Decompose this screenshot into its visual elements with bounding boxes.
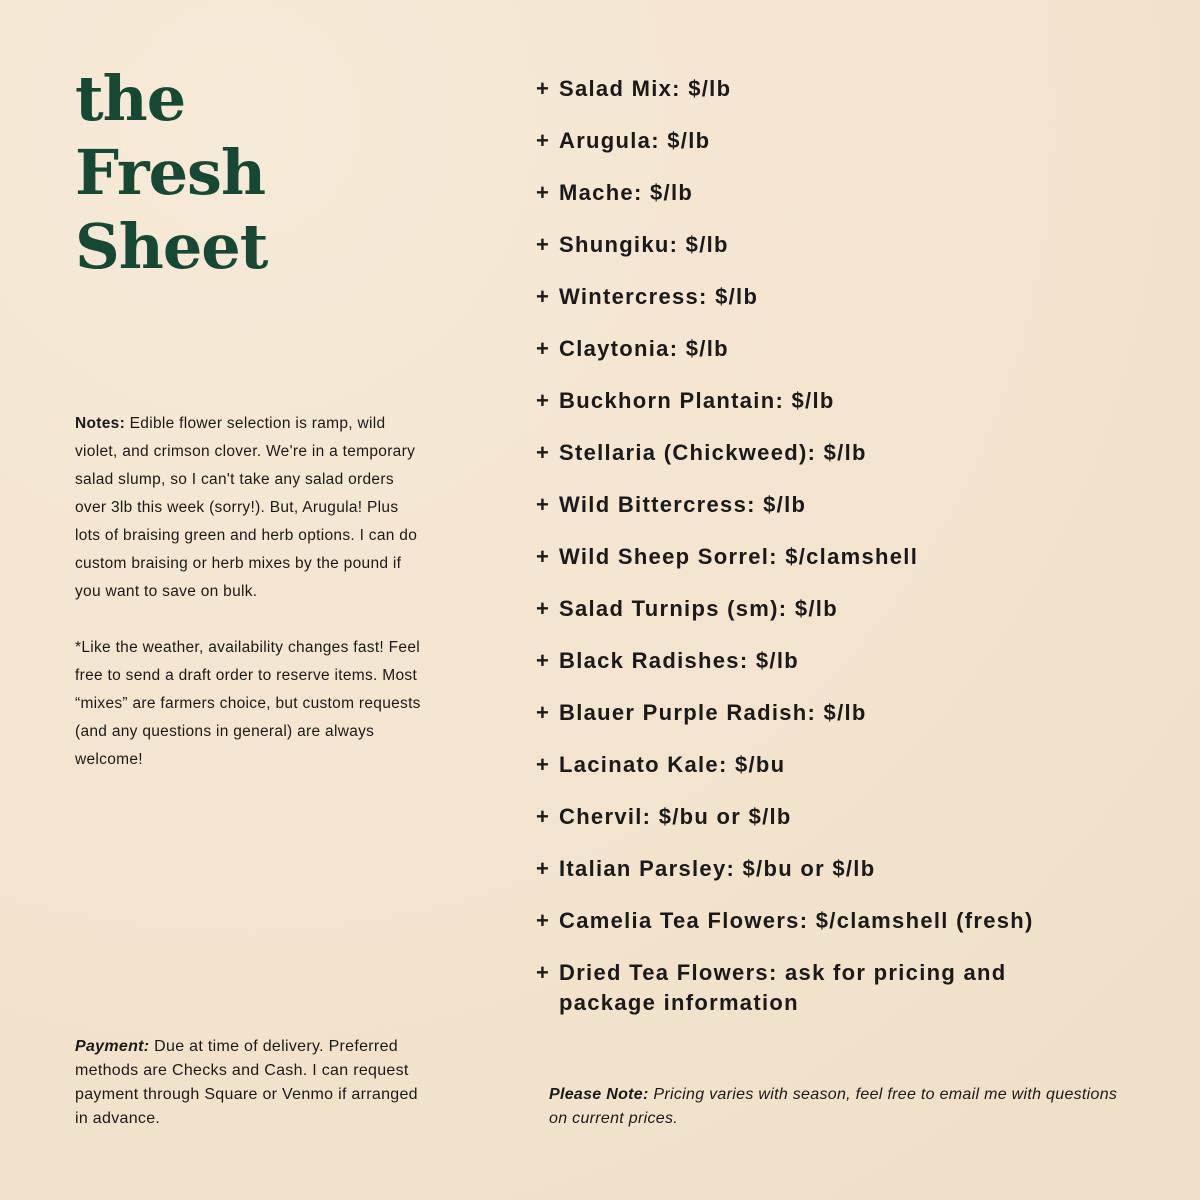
product-item [536, 178, 1039, 230]
product-item [536, 854, 1039, 906]
product-item [536, 698, 1039, 750]
plus-icon: + [536, 700, 551, 725]
product-item [536, 282, 1039, 334]
product-text: Salad Turnips (sm): $/lb [559, 596, 838, 621]
notes-text: Edible flower selection is ramp, wild violet, and crimson clover. We're in a temporary salad slump, so I can't take any salad orders over 3lb this week (sorry!). But, Arugula! Plus lots of braising green and herb options. I can do custom braising or herb mixes by the pound if you want to save on bulk. [75, 415, 418, 600]
product-item [536, 802, 1039, 854]
page-title [75, 62, 267, 284]
product-text: Wild Sheep Sorrel: $/clamshell [559, 544, 919, 569]
product-text: Claytonia: $/lb [559, 336, 729, 361]
pricing-note [549, 1083, 1119, 1131]
product-text: Salad Mix: $/lb [559, 76, 732, 101]
product-text: Lacinato Kale: $/bu [559, 752, 786, 777]
plus-icon: + [536, 284, 551, 309]
product-item [536, 646, 1039, 698]
product-text: Dried Tea Flowers: ask for pricing and package information [559, 960, 1007, 1015]
plus-icon: + [536, 596, 551, 621]
plus-icon: + [536, 128, 551, 153]
product-item [536, 906, 1039, 958]
product-text: Mache: $/lb [559, 180, 694, 205]
plus-icon: + [536, 180, 551, 205]
title-line: Fresh [75, 136, 266, 209]
product-text: Wild Bittercress: $/lb [559, 492, 807, 517]
product-item [536, 334, 1039, 386]
notes-label: Notes: [75, 415, 126, 432]
plus-icon: + [536, 804, 551, 829]
product-item [536, 74, 1039, 126]
pricing-note-text: Pricing varies with season, feel free to email me with questions on current prices. [549, 1086, 1118, 1127]
payment-label: Payment: [75, 1038, 150, 1055]
notes-paragraph [75, 410, 425, 606]
product-item [536, 386, 1039, 438]
product-item [536, 594, 1039, 646]
product-item [536, 126, 1039, 178]
product-text: Italian Parsley: $/bu or $/lb [559, 856, 876, 881]
payment-section [75, 1035, 430, 1131]
pricing-note-label: Please Note: [549, 1086, 649, 1103]
plus-icon: + [536, 76, 551, 101]
availability-paragraph: *Like the weather, availability changes fast! Feel free to send a draft order to reserve items. Most “mixes” are farmers choice, but custom requests (and any questions in general) are always welcome! [75, 639, 421, 768]
plus-icon: + [536, 752, 551, 777]
product-text: Black Radishes: $/lb [559, 648, 799, 673]
product-text: Chervil: $/bu or $/lb [559, 804, 792, 829]
product-item [536, 958, 1039, 1018]
product-text: Buckhorn Plantain: $/lb [559, 388, 835, 413]
plus-icon: + [536, 908, 551, 933]
plus-icon: + [536, 544, 551, 569]
plus-icon: + [536, 960, 551, 985]
product-text: Stellaria (Chickweed): $/lb [559, 440, 867, 465]
plus-icon: + [536, 232, 551, 257]
product-item [536, 750, 1039, 802]
product-item [536, 438, 1039, 490]
product-item [536, 542, 1039, 594]
title-line: the [75, 62, 186, 135]
plus-icon: + [536, 492, 551, 517]
product-text: Arugula: $/lb [559, 128, 711, 153]
notes-section [75, 410, 425, 802]
product-text: Wintercress: $/lb [559, 284, 759, 309]
title-line: Sheet [75, 210, 268, 283]
product-item [536, 230, 1039, 282]
payment-text: Due at time of delivery. Preferred methods are Checks and Cash. I can request payment through Square or Venmo if arranged in advance. [75, 1038, 418, 1127]
product-item [536, 490, 1039, 542]
product-text: Camelia Tea Flowers: $/clamshell (fresh) [559, 908, 1034, 933]
plus-icon: + [536, 440, 551, 465]
plus-icon: + [536, 388, 551, 413]
plus-icon: + [536, 856, 551, 881]
product-list [536, 74, 1039, 1018]
product-text: Blauer Purple Radish: $/lb [559, 700, 867, 725]
plus-icon: + [536, 336, 551, 361]
product-text: Shungiku: $/lb [559, 232, 729, 257]
plus-icon: + [536, 648, 551, 673]
